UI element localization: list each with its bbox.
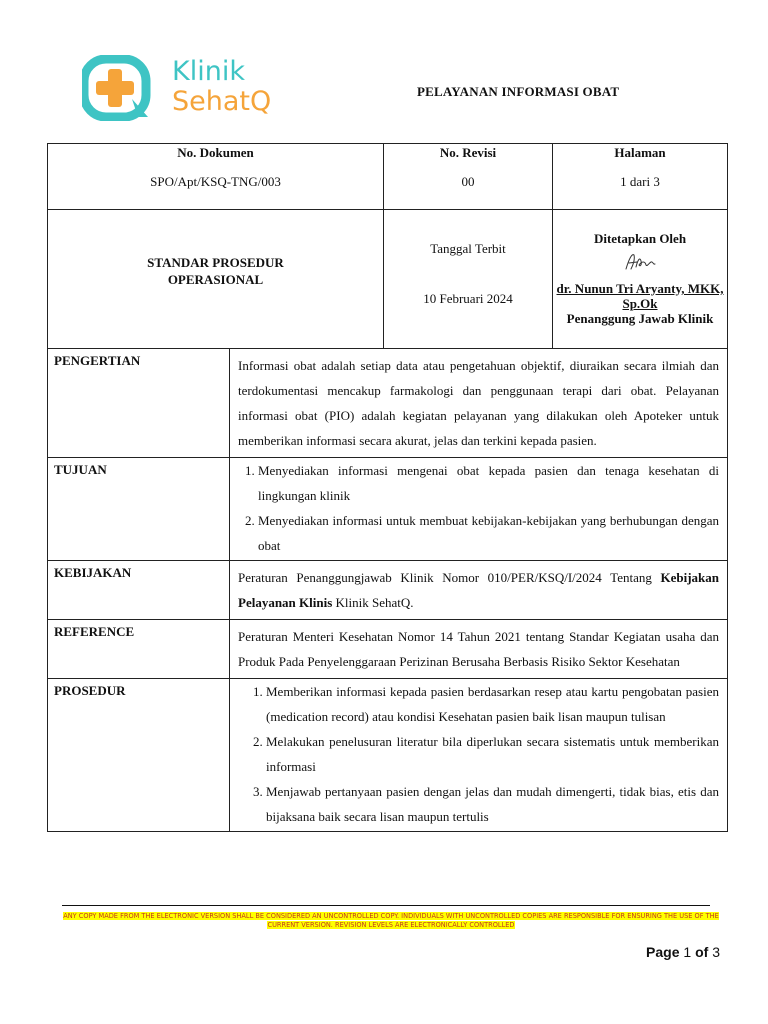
doc-number-cell [48,144,384,210]
section-label-kebijakan: KEBIJAKAN [48,561,230,620]
page-number [646,944,720,960]
issue-date-value: 10 Februari 2024 [423,291,513,306]
section-body-tujuan [230,458,728,561]
set-by-label: Ditetapkan Oleh [593,231,687,246]
footer-divider [62,905,710,906]
section-prosedur [48,679,728,832]
issue-date-label: Tanggal Terbit [430,241,506,256]
signer-name [553,281,727,311]
section-text-kebijakan [230,561,728,620]
list-item: 2. Menyediakan informasi untuk membuat kebijakan-kebijakan yang berhubungan dengan obat [258,508,719,558]
logo-text-sehatq: SehatQ [172,86,272,117]
issue-date-cell [384,210,553,349]
approval-cell [553,210,728,349]
logo-text-klinik: Klinik [172,56,245,87]
kebijakan-text-bold: Kebijakan Pelayanan Klinis [238,570,720,610]
list-item: 3. Menjawab pertanyaan pasien dengan jelas dan mudah dimengerti, tidak bias, etis dan bijaksana baik secara lisan maupun tertulis [266,779,719,829]
section-label-tujuan: TUJUAN [48,458,230,561]
clinic-logo-icon [82,55,160,121]
section-label-prosedur: PROSEDUR [48,679,230,832]
section-pengertian [48,349,728,458]
page-count-value: 1 dari 3 [620,174,660,189]
section-text-reference: Peraturan Menteri Kesehatan Nomor 14 Tahun 2021 tentang Standar Kegiatan usaha dan Produk Pada Penyelenggaraan Perizinan Berusaha Berbasis Risiko Sektor Kesehatan [230,620,728,679]
list-item: 1. Menyediakan informasi mengenai obat kepada pasien dan tenaga kesehatan di lingkungan klinik [258,458,719,508]
page-current: 1 [683,944,692,960]
kebijakan-text-before: Peraturan Penanggungjawab Klinik Nomor 010/PER/KSQ/I/2024 Tentang [238,570,652,585]
doc-number-label: No. Dokumen [177,145,254,160]
signer-name-text: dr. Nunun Tri Aryanty, MKK, Sp.Ok [556,281,724,311]
page-of: of [695,944,709,960]
sop-title: STANDAR PROSEDUR OPERASIONAL [147,255,284,287]
revision-label: No. Revisi [439,145,497,160]
doc-number-value: SPO/Apt/KSQ-TNG/003 [150,174,281,189]
list-item: 1. Memberikan informasi kepada pasien berdasarkan resep atau kartu pengobatan pasien (medication record) atau kondisi Kesehatan pasien baik lisan maupun tulisan [266,679,719,729]
section-label-pengertian: PENGERTIAN [48,349,230,458]
revision-cell [384,144,553,210]
page-total: 3 [712,944,720,960]
procedure-content-table [47,348,728,832]
page-count-label: Halaman [614,145,666,160]
section-reference [48,620,728,679]
section-text-pengertian: Informasi obat adalah setiap data atau pengetahuan objektif, diuraikan secara ilmiah dan terdokumentasi mencakup farmakologi dan penggunaan terapi dari obat. Pelayanan informasi obat (PIO) adalah kegiatan pelayanan yang dilakukan oleh Apoteker untuk memberikan informasi secara akurat, jelas dan terkini kepada pasien. [230,349,728,458]
section-kebijakan [48,561,728,620]
signer-role: Penanggung Jawab Klinik [566,311,714,326]
uncontrolled-copy-notice-text: ANY COPY MADE FROM THE ELECTRONIC VERSION SHALL BE CONSIDERED AN UNCONTROLLED COPY. INDIVIDUALS WITH UNCONTROLLED COPIES ARE RESPONSIBLE FOR ENSURING THE USE OF THE CURRENT VERSION. REVISION LEVELS ARE ELECTRONICALLY CONTROLLED [63,912,719,929]
page-count-cell [553,144,728,210]
revision-value: 00 [461,174,475,189]
section-body-prosedur [230,679,728,832]
section-tujuan [48,458,728,561]
signature-image [620,251,660,273]
document-title: PELAYANAN INFORMASI OBAT [417,84,620,99]
clinic-logo [82,55,312,125]
section-label-reference: REFERENCE [48,620,230,679]
document-info-table [47,143,728,349]
sop-title-cell [48,210,384,349]
uncontrolled-copy-notice [60,912,722,930]
page-word: Page [646,944,680,960]
list-item: 2. Melakukan penelusuran literatur bila diperlukan secara sistematis untuk memberikan informasi [266,729,719,779]
kebijakan-text-after: Klinik SehatQ. [335,595,414,610]
